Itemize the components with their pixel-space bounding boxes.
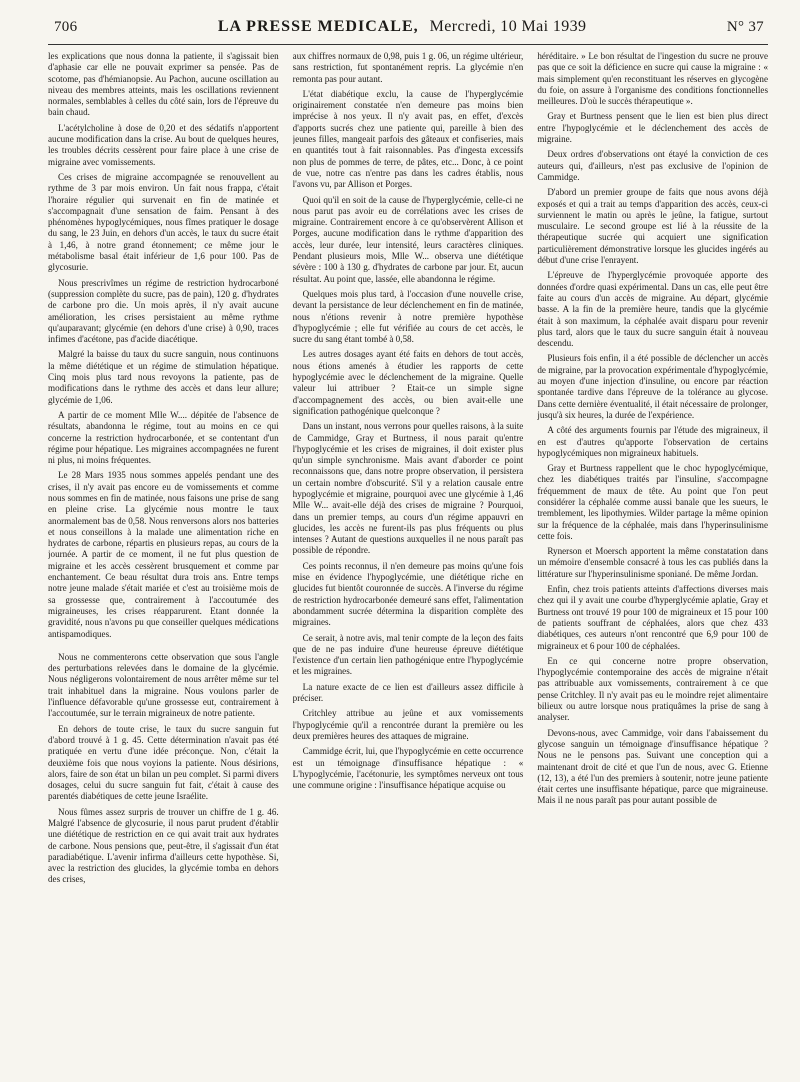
paragraph: Devons-nous, avec Cammidge, voir dans l'abaissement du glycose sanguin un témoignage d'insuffisance hépatique ? Nous ne le pensons pas. Suivant une conception qui a maintenant droit de cité et que l'un de nous, avec G. Etienne (12, 13), a été l'un des premiers à soutenir, notre jeune patiente était certes une insuffisante hépatique, parce que migraineuse. Mais il ne nous paraît pas pour autant possible de (537, 727, 768, 806)
paragraph: D'abord un premier groupe de faits que nous avons déjà exposés et qui a trait au temps d'apparition des accès, ceux-ci surviennent le matin ou après le jeûne, la fatigue, surtout musculaire. Le second groupe est lié à la réussite de la thérapeutique sucrée qui acquiert une signification particulièrement démonstrative lorsque les glucides ingérés au début d'une crise l'enrayent. (537, 187, 768, 266)
paragraph: Ces crises de migraine accompagnée se renouvellent au rythme de 3 par mois environ. Un fait nous frappa, c'était l'horaire régulier qui survenait en fin de matinée et s'accompagnait d'une sensation de faim. Pensant à des phénomènes hypoglycémiques, nous fîmes pratiquer le dosage du sang, le 23 Juin, en dehors d'un accès, le taux du sucre était à 1,46, à notre grand étonnement; ce même jour le métabolisme basal était inférieur de 1,6 pour 100. Pas de glycosurie. (48, 171, 279, 273)
text-column-middle (293, 51, 524, 1081)
paragraph: Gray et Burtness rappellent que le choc hypoglycémique, chez les diabétiques traités par l'insuline, s'accompagne fréquemment de maux de tête. Au point que l'on peut considérer la céphalée comme aussi banale que les sueurs, le tremblement, les lipothymies. Wilder partage la même opinion sur la fréquence de la céphalée, mais dans l'hyperinsulinisme cette fois. (537, 463, 768, 541)
paragraph: Le 28 Mars 1935 nous sommes appelés pendant une des crises, il n'y avait pas encore eu de vomissements et comme nous sommes en fin de matinée, nous faisons une prise de sang en pleine crise. La glycémie nous montre le taux anormalement bas de 0,58. Nous renversons alors nos batteries et nous conseillons à la malade une alimentation riche en hydrates de carbone, répartis en plusieurs repas, au cours de la journée. A partir de ce moment, il ne fut plus question de migraine et les accès cessèrent brusquement et comme par enchantement. Ce beau résultat dura trois ans. Entre temps notre jeune malade s'était mariée et c'est au troisième mois de sa grossesse que, contrairement à l'accoutumée des migraineuses, les crises réapparurent. Etant donnée la gravidité, nous n'avons pu que conseiller quelques médications antispamodiques. (48, 470, 279, 639)
text-column-left (48, 51, 279, 1081)
paragraph: Nous ne commenterons cette observation que sous l'angle des perturbations relevées dans le domaine de la glycémie. Nous négligerons volontairement de nous arrêter même sur tel trait inhabituel dans la migraine. Nous voulons parler de l'influence défavorable qu'une grossesse eut, contrairement à l'accoutumée, sur le terrain migraineux de notre patiente. (48, 651, 279, 719)
issue-number: N° 37 (726, 19, 764, 35)
paragraph: Cammidge écrit, lui, que l'hypoglycémie en cette occurrence est un témoignage d'insuffisance hépatique : « L'hypoglycémie, l'acétonurie, les symptômes nerveux ont tous une commune origine : l'insuffisance hépatique acquise ou (292, 746, 524, 791)
paragraph: Nous prescrivîmes un régime de restriction hydrocarboné (suppression complète du sucre, pas de pain), 120 g. d'hydrates de carbone pro die. Un mois après, il n'y avait aucune amélioration, les crises persistaient au même rythme qu'auparavant; glycémie (en dehors d'une crise) à 0,90, traces infimes d'acétone, pas d'acide diacétique. (48, 277, 279, 345)
paragraph: Quoi qu'il en soit de la cause de l'hyperglycémie, celle-ci ne nous parut pas avoir eu de corrélations avec les crises de migraine. Contrairement encore à ce qu'observèrent Allison et Porges, aucune modification dans le rythme d'apparition des accès, leur durée, leur intensité, leurs caractères cliniques. Pendant plusieurs mois, Mlle W... observa une diététique sévère : 100 à 130 g. d'hydrates de carbone par jour. Et, aucun résultat. Au point que, lassée, elle abandonna le régime. (292, 194, 524, 284)
paragraph: aux chiffres normaux de 0,98, puis 1 g. 06, un régime ultérieur, sans restriction, fut spontanément repris. La glycémie n'en remonta pas pour autant. (292, 51, 524, 84)
page-number: 706 (54, 19, 78, 35)
paragraph: Plusieurs fois enfin, il a été possible de déclencher un accès de migraine, par la provocation expérimentale d'hypoglycémie, au moyen d'une injection d'insuline, ou encore par réaction spontanée tardive dans l'épreuve de la tolérance au glycose. Dans cette dernière éventualité, il était nécessaire de prolonger, jusqu'à six heures, la durée de l'expérience. (537, 353, 768, 420)
paragraph: A côté des arguments fournis par l'étude des migraineux, il en est d'autres qu'apporte l'observation de certains hypoglycémiques non migraineux habituels. (537, 425, 768, 458)
paragraph: L'épreuve de l'hyperglycémie provoquée apporte des données d'ordre quasi expérimental. Dans un cas, elle peut être faite au cours d'un accès de migraine. Au départ, glycémie basse. A la fin de la première heure, tandis que la glycémie était à son maximum, la céphalée avait disparu pour revenir plus tard, alors que le taux du sucre sanguin était à nouveau descendu. (537, 270, 768, 349)
paragraph: héréditaire. » Le bon résultat de l'ingestion du sucre ne prouve pas que ce soit la déficience en sucre qui cause la migraine : « mais simplement qu'en reconstituant les réserves en glycogène du foie, on assure à l'organisme des conditions fonctionnelles meilleures. D'où le succès thérapeutique ». (537, 51, 768, 107)
paragraph: Nous fûmes assez surpris de trouver un chiffre de 1 g. 46. Malgré l'absence de glycosurie, il nous parut prudent d'établir une diététique de restriction en ce qui avait trait aux hydrates de carbone. Nous pensions que, peut-être, il s'agissait d'un état paradiabétique. L'avenir infirma d'ailleurs cette hypothèse. Si, avec la restriction des glucides, la glycémie tomba en dehors des crises, (48, 806, 279, 885)
paragraph: Deux ordres d'observations ont étayé la conviction de ces auteurs qui, d'ailleurs, n'est pas exclusive de l'opinion de Cammidge. (537, 149, 768, 182)
issue-date: Mercredi, 10 Mai 1939 (429, 18, 587, 35)
paragraph: Critchley attribue au jeûne et aux vomissements l'hypoglycémie qu'il a rencontrée durant la première ou les deux premières heures des attaques de migraine. (292, 708, 524, 741)
text-column-right (537, 51, 768, 1081)
paragraph: les explications que nous donna la patiente, il s'agissait bien d'aphasie car elle ne pouvait exprimer sa pensée. Pas de scotome, pas d'hémianopsie. Au Pachon, aucune oscillation au niveau des membres atteints, mais les oscillations reviennent normales, semblables à celles du côté sain, lors de l'épreuve du bain chaud. (48, 51, 279, 118)
paragraph: Quelques mois plus tard, à l'occasion d'une nouvelle crise, devant la persistance de leur déclenchement en fin de matinée, nous n'étions revenir à notre première hypothèse d'hypoglycémie ; elle fut vérifiée au cours de cet accès, le sucre du sang étant tombé à 0,58. (292, 288, 524, 345)
paragraph: En dehors de toute crise, le taux du sucre sanguin fut d'abord trouvé à 1 g. 45. Cette détermination n'avait pas été pratiquée en vertu d'une idée préconçue. Non, c'était la deuxième fois que nous voyions la patiente. Nous désirions, alors, faire de son état un bilan un peu complet. Si parmi divers dosages, celui du sucre sanguin fut fait, c'était à cause des parentés diabétiques de cette jeune Israélite. (48, 723, 279, 802)
paragraph: A partir de ce moment Mlle W.... dépitée de l'absence de résultats, abandonna le régime, tout au moins en ce qui concerne la restriction hydrocarbonée, et se contentant d'un régime pour hépatique. Les migraines accompagnées ne furent ni plus, ni moins fréquentes. (48, 409, 279, 466)
paragraph: En ce qui concerne notre propre observation, l'hypoglycémie contemporaine des accès de migraine n'était pas attribuable aux vomissements, contrairement à ce que pense Critchley. Il n'y avait pas eu le moindre rejet alimentaire bilieux ou autre lorsque nous pratiquâmes la prise de sang à analyser. (537, 655, 768, 723)
paragraph: Ces points reconnus, il n'en demeure pas moins qu'une fois mise en évidence l'hypoglycémie, une diététique riche en glucides fut bientôt couronnée de succès. A l'inverse du régime de restriction hydrocarbonée demeuré sans effet, l'alimentation abondamment sucrée détermina la disparition complète des migraines. (292, 560, 524, 628)
paragraph: Enfin, chez trois patients atteints d'affections diverses mais chez qui il y avait une courbe d'hyperglycémie aplatie, Gray et Burtness ont trouvé 19 pour 100 de migraineux et 15 pour 100 de patients souffrant de céphalées, alors que chez 433 diabétiques, ces auteurs n'ont rencontré que 6,9 pour 100 de migraineux et 6 pour 100 de céphalées. (537, 584, 768, 651)
paragraph: Gray et Burtness pensent que le lien est bien plus direct entre l'hypoglycémie et le déclenchement des accès de migraine. (537, 111, 768, 145)
paragraph: Rynerson et Moersch apportent la même constatation dans un mémoire d'ensemble consacré à tous les cas publiés dans la littérature sur l'hyperinsulinisme sponiané. De même Jordan. (537, 546, 768, 579)
paragraph: L'acétylcholine à dose de 0,20 et des sédatifs n'apportent aucune modification dans la crise. Au bout de quelques heures, les troubles décrits cessèrent pour faire place à une crise de migraine avec vomissements. (48, 122, 279, 167)
article-columns (48, 51, 768, 1081)
paragraph: Ce serait, à notre avis, mal tenir compte de la leçon des faits que de ne pas induire d'une heureuse épreuve diététique l'existence d'un certain lien pathogénique entre l'hypoglycémie et les migraines. (292, 632, 524, 677)
journal-name: LA PRESSE MEDICALE, (217, 18, 419, 35)
journal-title-line (218, 18, 587, 36)
paragraph: Dans un instant, nous verrons pour quelles raisons, à la suite de Cammidge, Gray et Burtness, il nous parait qu'entre l'hypoglycémie et les crises de migraines, il doit exister plus qu'un simple synchronisme. Mais avant d'aborder ce point reconnaissons que, dans notre propre observation, il persistera un certain nombre d'obscurité. S'il y a relation causale entre hypoglycémie et migraine, pourquoi avec une glycémie à 1,46 Mlle W... avait-elle déjà des crises de migraine ? Pourquoi, dans un premier temps, au cours d'un régime appauvri en glucides, les accès ne furent-ils pas plus fréquents ou plus intenses ? Autant de questions auxquelles il ne nous paraît pas possible de répondre. (292, 421, 524, 556)
page-header (48, 18, 768, 36)
paragraph: Malgré la baisse du taux du sucre sanguin, nous continuons la même diététique et un régime de stimulation hépatique. Cinq mois plus tard nous revoyons la patiente, pas de modifications dans le rythme des accès et dans leur allure; glycémie de 1,06. (48, 349, 279, 405)
paragraph: L'état diabétique exclu, la cause de l'hyperglycémie originairement constatée n'en demeure pas moins bien imprécise à nos yeux. Il n'y avait pas, en effet, d'excès d'apports sucrés chez une patiente qui, pareille à bien des jeunes filles, mangeait parfois des gâteaux et confiseries, mais en quantités tout à fait raisonnables. Pas d'ingesta excessifs non plus de pommes de terre, de pâtes, etc... Donc, à ce point de vue, notre cas n'entre pas dans les cadres établis, nous l'avons vu, par Allison et Porges. (292, 88, 524, 190)
paragraph: Les autres dosages ayant été faits en dehors de tout accès, nous étions amenés à étudier les rapports de cette hypoglycémie avec le déclenchement de la migraine. Quelle valeur lui attribuer ? Etait-ce un simple signe d'accompagnement des accès, ou bien avait-elle une signification pathogénique quelconque ? (292, 349, 524, 416)
header-rule (48, 44, 768, 45)
paragraph: La nature exacte de ce lien est d'ailleurs assez difficile à préciser. (292, 681, 524, 704)
